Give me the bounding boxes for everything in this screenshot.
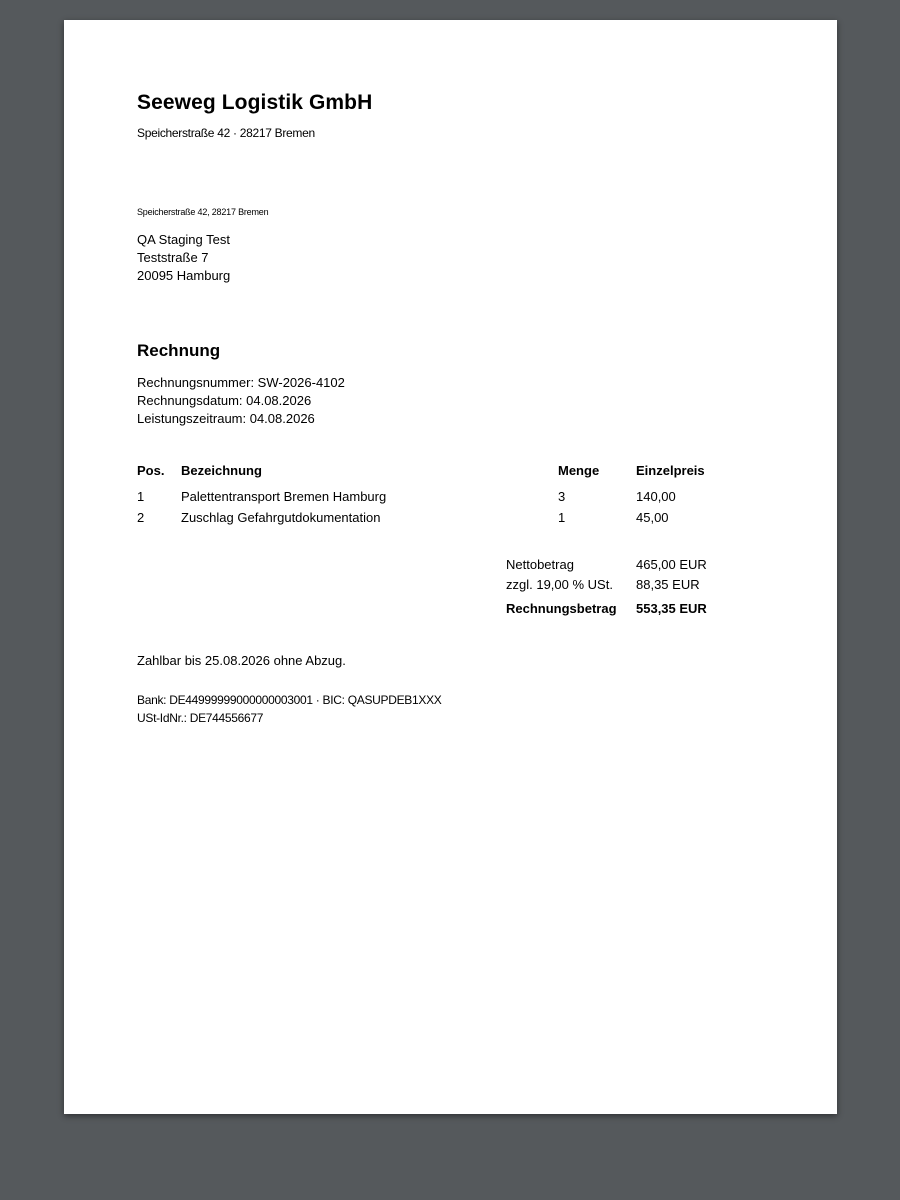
recipient-address — [137, 231, 230, 285]
net-amount-label: Nettobetrag — [506, 557, 574, 572]
vat-amount-value: 88,35 EUR — [636, 577, 700, 592]
row-2-unit-price: 45,00 — [636, 510, 669, 525]
sender-return-line: Speicherstraße 42, 28217 Bremen — [137, 207, 269, 217]
invoice-date: Rechnungsdatum: 04.08.2026 — [137, 393, 312, 408]
row-1-pos: 1 — [137, 489, 145, 504]
header-unit-price: Einzelpreis — [636, 463, 705, 478]
bank-details: Bank: DE44999999000000003001 · BIC: QASUPDEB1XXX — [137, 693, 442, 707]
payment-terms: Zahlbar bis 25.08.2026 ohne Abzug. — [137, 653, 346, 668]
invoice-page — [64, 20, 837, 1114]
row-1-quantity: 3 — [558, 489, 566, 504]
vat-amount-label: zzgl. 19,00 % USt. — [506, 577, 613, 592]
total-amount-label: Rechnungsbetrag — [506, 601, 617, 616]
row-1-unit-price: 140,00 — [636, 489, 676, 504]
row-2-description: Zuschlag Gefahrgutdokumentation — [181, 510, 381, 525]
recipient-name: QA Staging Test — [137, 232, 230, 247]
vat-id: USt-IdNr.: DE744556677 — [137, 711, 264, 725]
recipient-street: Teststraße 7 — [137, 250, 209, 265]
company-name: Seeweg Logistik GmbH — [137, 91, 373, 114]
row-2-quantity: 1 — [558, 510, 566, 525]
row-1-description: Palettentransport Bremen Hamburg — [181, 489, 387, 504]
row-2-pos: 2 — [137, 510, 145, 525]
header-description: Bezeichnung — [181, 463, 262, 478]
company-address: Speicherstraße 42 · 28217 Bremen — [137, 126, 315, 140]
header-pos: Pos. — [137, 463, 165, 478]
total-amount-value: 553,35 EUR — [636, 601, 707, 616]
invoice-number: Rechnungsnummer: SW-2026-4102 — [137, 375, 345, 390]
service-period: Leistungszeitraum: 04.08.2026 — [137, 411, 315, 426]
net-amount-value: 465,00 EUR — [636, 557, 707, 572]
document-title: Rechnung — [137, 341, 221, 360]
invoice-meta — [137, 374, 345, 428]
header-quantity: Menge — [558, 463, 600, 478]
recipient-city: 20095 Hamburg — [137, 268, 231, 283]
